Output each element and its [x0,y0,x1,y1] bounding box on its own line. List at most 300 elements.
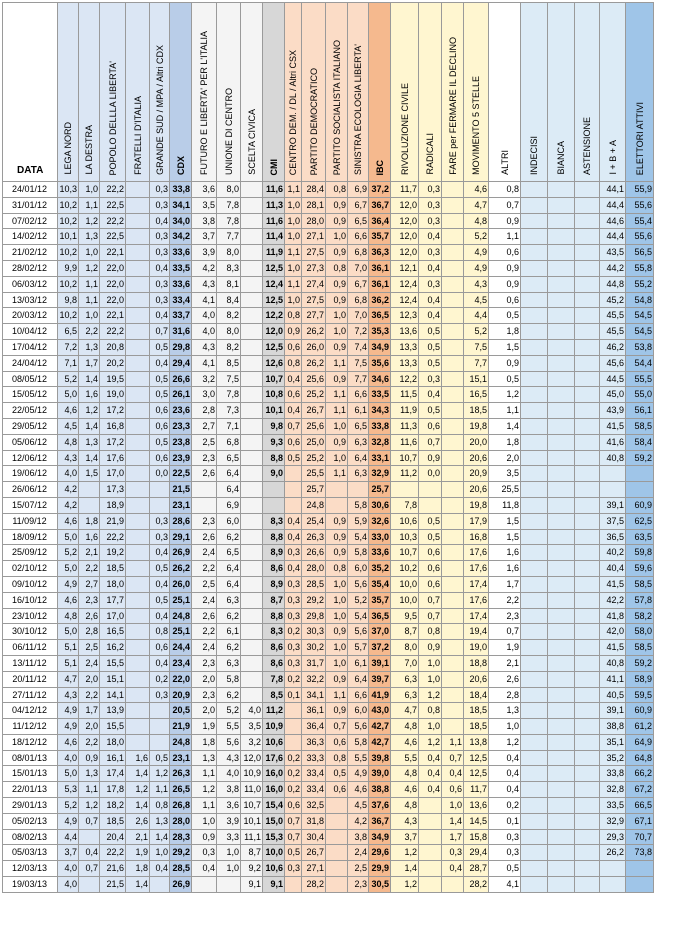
cell-fli: 2,2 [192,624,217,640]
column-header-label: ASTENSIONE [582,116,592,175]
cell-ast [575,592,600,608]
cell-cmi: 8,3 [263,513,285,529]
cell-psi: 0,9 [326,434,348,450]
cell-lega_nord: 4,7 [58,671,79,687]
table-row [3,719,654,735]
date-cell: 31/01/12 [3,197,58,213]
cell-sc [241,624,263,640]
cell-fdi [126,197,150,213]
cell-ind [521,608,548,624]
cell-sc: 12,0 [241,750,263,766]
cell-iba: 32,9 [600,813,626,829]
cell-fli: 2,5 [192,434,217,450]
table-row [3,418,654,434]
cell-udc: 7,7 [217,229,241,245]
cell-fli: 2,6 [192,608,217,624]
cell-fare [442,245,464,261]
cell-gs [150,734,170,750]
cell-gs: 0,5 [150,750,170,766]
cell-sc: 4,0 [241,703,263,719]
cell-ibc: 36,1 [369,276,391,292]
cell-lega_nord: 3,7 [58,845,79,861]
cell-cdx: 24,4 [170,640,192,656]
cell-ind [521,640,548,656]
cell-udc: 8,0 [217,324,241,340]
cell-gs: 0,7 [150,324,170,340]
cell-psi: 1,1 [326,687,348,703]
cell-rad: 0,4 [419,782,442,798]
column-header-label: UNIONE DI CENTRO [223,87,234,175]
cell-cd: 1,1 [285,276,302,292]
cell-pdl: 15,1 [100,671,126,687]
cell-el: 59,2 [626,655,654,671]
cell-fli: 2,5 [192,576,217,592]
cell-rc: 13,6 [391,324,419,340]
cell-altri: 1,6 [489,545,521,561]
cell-psi: 0,9 [326,513,348,529]
cell-udc: 6,4 [217,561,241,577]
cell-sel: 5,2 [348,592,369,608]
column-header-label: GRANDE SUD / MPA / Altri CDX [154,45,165,175]
cell-m5s: 7,5 [464,339,489,355]
cell-ibc: 35,7 [369,229,391,245]
cell-ast [575,276,600,292]
cell-ibc: 36,3 [369,245,391,261]
cell-rc: 12,0 [391,197,419,213]
cell-lega_nord: 4,6 [58,403,79,419]
poll-table-wrapper [2,2,654,893]
cell-fdi [126,545,150,561]
cell-iba: 46,2 [600,339,626,355]
date-cell: 15/07/12 [3,497,58,513]
cell-m5s: 18,4 [464,687,489,703]
table-row [3,766,654,782]
cell-lega_nord: 4,5 [58,418,79,434]
cell-gs [150,482,170,498]
cell-fare: 1,0 [442,798,464,814]
cell-udc: 6,5 [217,545,241,561]
cell-ibc: 37,2 [369,182,391,198]
cell-cmi: 10,6 [263,734,285,750]
cell-el: 58,9 [626,671,654,687]
table-row [3,371,654,387]
cell-altri: 0,3 [489,829,521,845]
cell-iba: 41,8 [600,608,626,624]
cell-sel: 2,3 [348,877,369,893]
cell-m5s: 17,4 [464,608,489,624]
cell-fare [442,466,464,482]
cell-pd: 36,1 [302,703,326,719]
cell-fdi [126,624,150,640]
cell-cdx: 25,1 [170,592,192,608]
table-row [3,450,654,466]
cell-pdl: 21,5 [100,877,126,893]
cell-psi: 0,9 [326,197,348,213]
cell-ast [575,466,600,482]
cell-la_destra: 2,8 [79,624,100,640]
table-row [3,734,654,750]
cell-cdx: 22,5 [170,466,192,482]
cell-cmi: 8,8 [263,608,285,624]
cell-ast [575,687,600,703]
column-header-label: LEGA NORD [63,122,73,175]
cell-psi [326,845,348,861]
cell-gs: 0,4 [150,545,170,561]
cell-ibc: 37,0 [369,624,391,640]
cell-lega_nord: 6,5 [58,324,79,340]
cell-udc: 3,8 [217,782,241,798]
cell-cd: 0,3 [285,640,302,656]
cell-pd: 25,5 [302,466,326,482]
table-row [3,703,654,719]
cell-fli: 2,0 [192,703,217,719]
cell-pdl: 22,0 [100,260,126,276]
cell-sc [241,308,263,324]
cell-fare [442,703,464,719]
table-row [3,813,654,829]
cell-udc: 4,0 [217,766,241,782]
cell-rc: 12,0 [391,245,419,261]
cell-udc: 6,4 [217,466,241,482]
cell-udc: 8,2 [217,308,241,324]
cell-gs: 0,3 [150,292,170,308]
cell-ibc: 34,9 [369,339,391,355]
column-header-psi [326,3,348,182]
cell-fare [442,655,464,671]
cell-bia [548,813,575,829]
cell-sel: 5,4 [348,529,369,545]
cell-udc: 6,1 [217,624,241,640]
cell-cdx: 29,4 [170,355,192,371]
cell-lega_nord: 4,3 [58,450,79,466]
cell-bia [548,213,575,229]
cell-iba: 45,5 [600,324,626,340]
table-row [3,561,654,577]
cell-sel: 6,8 [348,292,369,308]
cell-pdl: 18,0 [100,576,126,592]
cell-udc: 3,9 [217,813,241,829]
cell-iba: 45,0 [600,387,626,403]
cell-ibc: 29,6 [369,845,391,861]
cell-la_destra: 2,3 [79,592,100,608]
cell-rc: 1,2 [391,877,419,893]
cell-cd: 1,1 [285,182,302,198]
cell-m5s: 4,8 [464,213,489,229]
cell-sel: 5,7 [348,640,369,656]
cell-gs: 0,4 [150,861,170,877]
cell-pd: 27,1 [302,229,326,245]
cell-udc: 3,3 [217,829,241,845]
cell-psi: 1,1 [326,403,348,419]
cell-cmi: 8,9 [263,576,285,592]
cell-altri: 0,8 [489,182,521,198]
cell-cdx: 23,9 [170,450,192,466]
cell-cd: 0,5 [285,450,302,466]
table-row [3,671,654,687]
cell-el: 64,9 [626,734,654,750]
cell-ast [575,576,600,592]
cell-cmi [263,497,285,513]
cell-altri: 0,7 [489,197,521,213]
cell-la_destra: 1,0 [79,308,100,324]
cell-cdx: 23,1 [170,497,192,513]
cell-rc: 11,6 [391,434,419,450]
cell-udc: 8,4 [217,292,241,308]
cell-ast [575,513,600,529]
cell-sc: 10,9 [241,766,263,782]
cell-ast [575,655,600,671]
cell-altri: 0,6 [489,245,521,261]
cell-rad: 0,3 [419,182,442,198]
cell-rad: 0,3 [419,371,442,387]
cell-fli [192,497,217,513]
cell-bia [548,829,575,845]
cell-ind [521,861,548,877]
cell-udc: 8,1 [217,276,241,292]
date-cell: 07/02/12 [3,213,58,229]
cell-ibc: 42,7 [369,734,391,750]
cell-psi: 0,8 [326,561,348,577]
cell-cd: 0,7 [285,829,302,845]
cell-iba: 45,5 [600,308,626,324]
cell-cdx: 23,4 [170,655,192,671]
column-header-label: POPOLO DELLLA LIBERTA' [107,60,118,175]
cell-bia [548,861,575,877]
cell-fare [442,640,464,656]
cell-gs: 0,6 [150,450,170,466]
cell-pdl: 22,2 [100,324,126,340]
cell-cdx: 28,5 [170,861,192,877]
cell-cdx: 26,8 [170,798,192,814]
cell-rc: 6,3 [391,687,419,703]
cell-fli: 3,7 [192,229,217,245]
cell-ind [521,355,548,371]
cell-fli: 2,3 [192,687,217,703]
cell-rad: 0,4 [419,387,442,403]
cell-rad [419,798,442,814]
cell-fare [442,529,464,545]
column-header-label: LA DESTRA [84,125,94,175]
cell-cdx: 28,0 [170,813,192,829]
cell-bia [548,371,575,387]
cell-rad: 1,2 [419,734,442,750]
cell-sc [241,640,263,656]
cell-iba: 44,6 [600,213,626,229]
cell-rc: 11,5 [391,387,419,403]
cell-lega_nord: 9,8 [58,292,79,308]
cell-lega_nord: 10,2 [58,213,79,229]
cell-fdi [126,434,150,450]
cell-ind [521,434,548,450]
cell-el: 55,8 [626,260,654,276]
cell-cdx: 34,2 [170,229,192,245]
cell-udc: 8,0 [217,245,241,261]
cell-ast [575,861,600,877]
column-header-label: PARTITO DEMOCRATICO [308,67,319,175]
cell-ind [521,592,548,608]
cell-bia [548,339,575,355]
cell-fli: 1,9 [192,719,217,735]
cell-pd: 28,1 [302,197,326,213]
cell-fli: 2,7 [192,418,217,434]
cell-el: 58,0 [626,624,654,640]
cell-ind [521,829,548,845]
cell-ind [521,766,548,782]
date-cell: 12/03/13 [3,861,58,877]
cell-cmi: 8,8 [263,529,285,545]
cell-ind [521,798,548,814]
cell-udc: 5,2 [217,703,241,719]
cell-sel: 5,8 [348,734,369,750]
cell-ibc: 35,7 [369,592,391,608]
cell-gs: 0,3 [150,182,170,198]
date-cell: 08/02/13 [3,829,58,845]
cell-fdi [126,640,150,656]
cell-altri: 4,1 [489,877,521,893]
cell-bia [548,576,575,592]
cell-m5s: 28,7 [464,861,489,877]
cell-iba: 43,9 [600,403,626,419]
cell-lega_nord: 5,3 [58,782,79,798]
cell-pdl: 13,9 [100,703,126,719]
cell-psi: 1,1 [326,466,348,482]
cell-ast [575,197,600,213]
cell-iba [600,861,626,877]
table-row [3,182,654,198]
cell-fli: 3,9 [192,245,217,261]
cell-ind [521,339,548,355]
cell-el: 63,5 [626,529,654,545]
cell-cdx: 25,1 [170,624,192,640]
cell-bia [548,529,575,545]
cell-sel: 6,3 [348,466,369,482]
table-row [3,387,654,403]
cell-cmi: 11,4 [263,229,285,245]
cell-la_destra [79,482,100,498]
cell-lega_nord: 4,8 [58,434,79,450]
cell-iba: 44,2 [600,260,626,276]
column-header-label: CDX [175,155,186,175]
cell-gs: 1,4 [150,829,170,845]
cell-pd: 30,2 [302,640,326,656]
cell-pd: 27,3 [302,260,326,276]
cell-cmi: 15,4 [263,798,285,814]
cell-rad [419,497,442,513]
cell-psi: 1,0 [326,450,348,466]
cell-pd: 28,2 [302,877,326,893]
cell-rad [419,845,442,861]
date-cell: 09/10/12 [3,576,58,592]
cell-cd: 1,0 [285,229,302,245]
cell-pd: 32,5 [302,798,326,814]
cell-gs: 0,5 [150,339,170,355]
cell-cmi: 12,5 [263,260,285,276]
cell-iba: 41,5 [600,576,626,592]
cell-rad: 0,8 [419,703,442,719]
cell-fare: 1,1 [442,734,464,750]
cell-la_destra: 1,1 [79,292,100,308]
cell-pd: 26,2 [302,355,326,371]
cell-sel: 7,7 [348,371,369,387]
cell-cdx: 33,6 [170,245,192,261]
cell-ast [575,750,600,766]
cell-rad: 0,6 [419,576,442,592]
cell-lega_nord: 10,2 [58,197,79,213]
column-header-label: INDECISI [529,135,539,175]
cell-ind [521,513,548,529]
cell-lega_nord: 4,6 [58,592,79,608]
cell-bia [548,798,575,814]
cell-bia [548,734,575,750]
cell-rad [419,813,442,829]
cell-fdi [126,245,150,261]
cell-lega_nord: 9,9 [58,260,79,276]
cell-sc [241,671,263,687]
cell-pd: 30,3 [302,624,326,640]
cell-rc: 6,3 [391,671,419,687]
cell-psi: 1,0 [326,418,348,434]
cell-ind [521,245,548,261]
cell-cdx: 20,9 [170,687,192,703]
cell-rad: 0,8 [419,624,442,640]
cell-ind [521,545,548,561]
column-header-cdx [170,3,192,182]
table-row [3,529,654,545]
cell-cmi: 9,3 [263,434,285,450]
cell-el: 59,8 [626,545,654,561]
date-cell: 05/06/12 [3,434,58,450]
cell-cdx: 29,8 [170,339,192,355]
cell-sel: 4,2 [348,813,369,829]
cell-cdx: 23,6 [170,403,192,419]
cell-el [626,482,654,498]
cell-ind [521,324,548,340]
cell-ast [575,418,600,434]
column-header-label: FRATELLI D'ITALIA [132,96,143,175]
cell-sel [348,482,369,498]
cell-rc [391,482,419,498]
cell-m5s: 19,8 [464,418,489,434]
cell-bia [548,845,575,861]
cell-altri: 1,5 [489,339,521,355]
cell-altri: 1,6 [489,561,521,577]
cell-pdl: 17,3 [100,482,126,498]
cell-bia [548,561,575,577]
cell-fdi [126,450,150,466]
cell-gs [150,877,170,893]
date-cell: 20/11/12 [3,671,58,687]
cell-bia [548,450,575,466]
cell-altri: 1,1 [489,229,521,245]
cell-ast [575,260,600,276]
cell-la_destra: 1,6 [79,529,100,545]
cell-iba [600,877,626,893]
cell-gs [150,497,170,513]
cell-gs: 0,6 [150,418,170,434]
cell-ibc: 34,3 [369,403,391,419]
cell-cdx: 31,6 [170,324,192,340]
cell-cd: 0,3 [285,608,302,624]
cell-psi: 0,5 [326,766,348,782]
cell-cdx: 26,2 [170,561,192,577]
cell-sel: 6,6 [348,387,369,403]
cell-psi: 1,0 [326,324,348,340]
cell-altri: 0,9 [489,355,521,371]
cell-pdl: 15,5 [100,719,126,735]
cell-ast [575,497,600,513]
cell-cd: 1,0 [285,292,302,308]
cell-cmi: 12,4 [263,276,285,292]
